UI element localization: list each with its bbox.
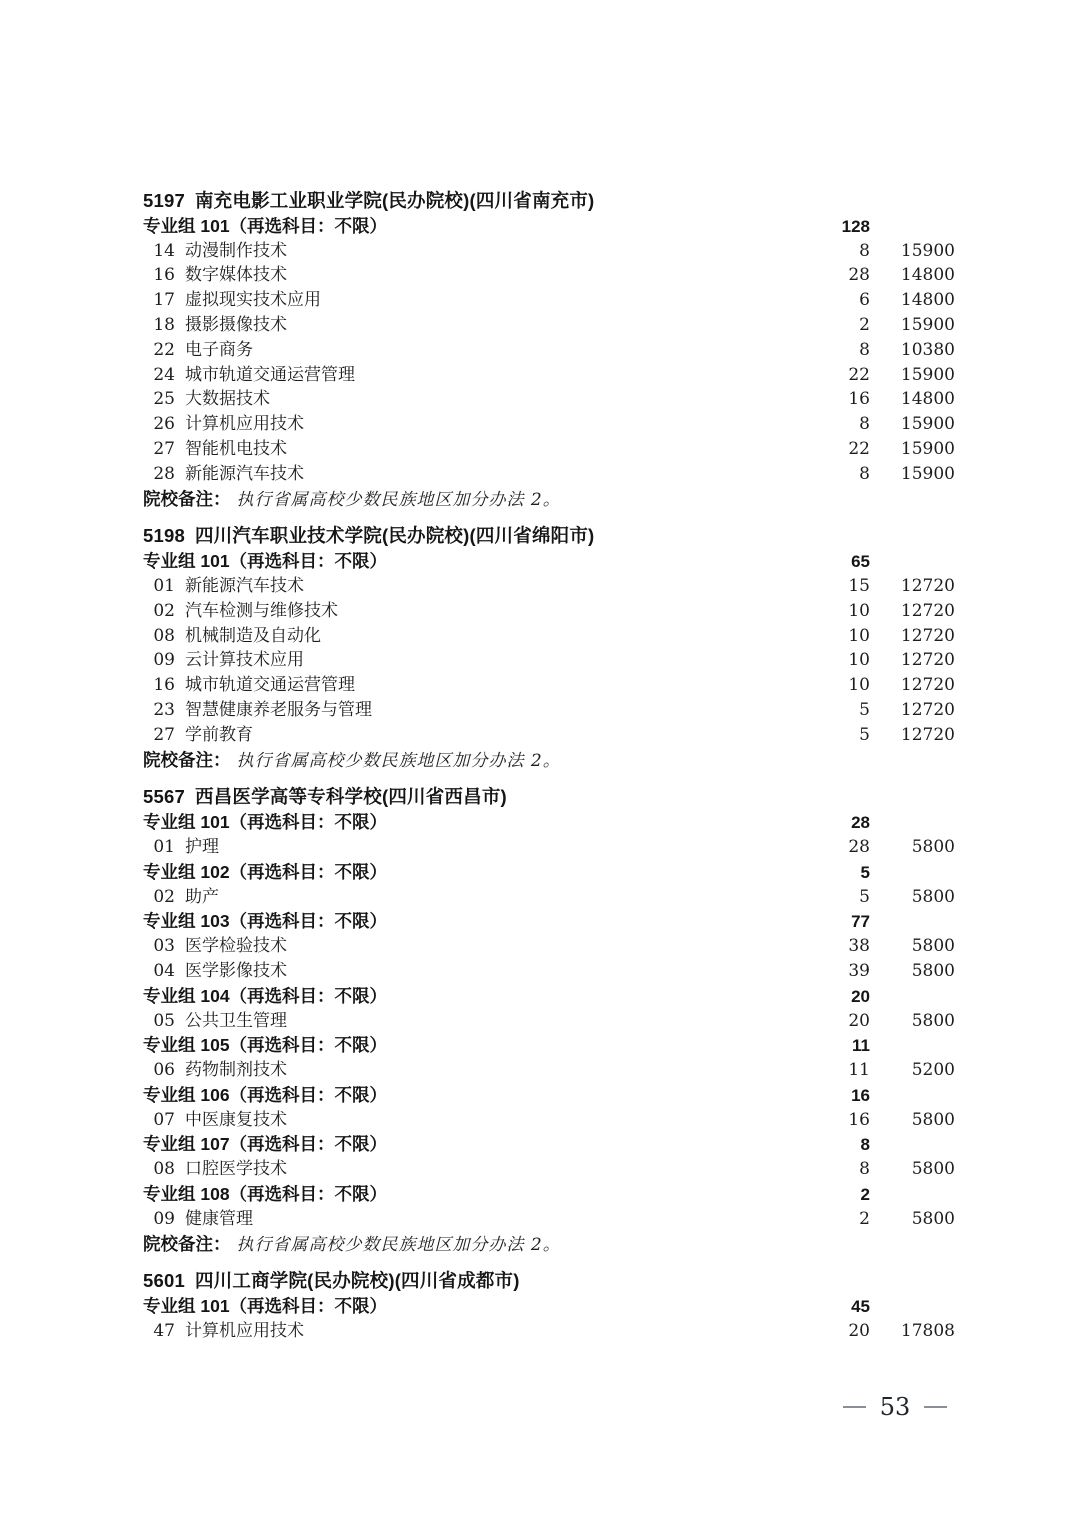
- major-group-label: 专业组 105（再选科目：不限）: [143, 1035, 388, 1056]
- major-name: 新能源汽车技术: [185, 575, 304, 596]
- school-code: 5197: [143, 190, 185, 211]
- major-tuition: 5800: [911, 836, 955, 857]
- major-name: 智慧健康养老服务与管理: [185, 699, 372, 720]
- major-group-label: 专业组 102（再选科目：不限）: [143, 861, 388, 882]
- major-group-label: 专业组 108（再选科目：不限）: [143, 1184, 388, 1205]
- school-name: 四川汽车职业技术学院(民办院校)(四川省绵阳市): [194, 525, 595, 547]
- major-tuition: 12720: [900, 699, 955, 720]
- major-number: 28: [153, 463, 175, 484]
- major-number: 18: [153, 314, 175, 335]
- major-plan-count: 5: [859, 886, 870, 907]
- major-group-label: 专业组 101（再选科目：不限）: [143, 551, 388, 572]
- major-plan-count: 11: [848, 1060, 870, 1081]
- major-number: 27: [153, 438, 175, 459]
- major-name: 口腔医学技术: [185, 1159, 287, 1180]
- school-block: [143, 524, 955, 772]
- remark-text: 执行省属高校少数民族地区加分办法 2。: [236, 750, 561, 771]
- major-name: 助产: [185, 886, 219, 907]
- major-row: [143, 599, 955, 624]
- group-plan-count: 65: [851, 552, 870, 572]
- major-plan-count: 8: [859, 414, 870, 435]
- school-title-row: [143, 1269, 955, 1294]
- group-plan-count: 11: [852, 1036, 870, 1056]
- major-plan-count: 2: [859, 1208, 870, 1229]
- major-tuition: 15900: [900, 463, 955, 484]
- school-block: [143, 189, 955, 511]
- major-tuition: 5800: [911, 936, 955, 957]
- major-group-row: [143, 1033, 955, 1058]
- group-plan-count: 16: [851, 1085, 870, 1105]
- major-name: 医学检验技术: [185, 936, 287, 957]
- school-remark-row: [143, 487, 955, 512]
- major-row: [143, 885, 955, 910]
- major-plan-count: 8: [859, 240, 870, 261]
- major-tuition: 10380: [900, 339, 955, 360]
- major-tuition: 12720: [900, 600, 955, 621]
- major-name: 虚拟现实技术应用: [185, 290, 321, 311]
- major-row: [143, 363, 955, 388]
- school-code: 5198: [143, 525, 185, 547]
- major-row: [143, 288, 955, 313]
- major-tuition: 5800: [911, 1208, 955, 1229]
- group-plan-count: 5: [860, 862, 870, 882]
- major-plan-count: 22: [848, 438, 870, 459]
- major-plan-count: 5: [859, 724, 870, 745]
- major-plan-count: 5: [859, 699, 870, 720]
- group-plan-count: 45: [851, 1297, 870, 1317]
- major-row: [143, 1058, 955, 1083]
- page-footer: [843, 1392, 947, 1422]
- group-plan-count: 28: [851, 813, 870, 833]
- major-number: 02: [153, 886, 175, 907]
- major-number: 08: [153, 1159, 175, 1180]
- major-tuition: 5800: [911, 1109, 955, 1130]
- remark-label: 院校备注：: [143, 488, 231, 509]
- major-number: 07: [153, 1109, 175, 1130]
- major-group-row: [143, 1182, 955, 1207]
- major-row: [143, 1108, 955, 1133]
- major-group-label: 专业组 104（再选科目：不限）: [143, 985, 388, 1006]
- major-name: 城市轨道交通运营管理: [185, 675, 355, 696]
- major-group-row: [143, 860, 955, 885]
- major-tuition: 17808: [900, 1321, 955, 1342]
- major-number: 25: [153, 389, 175, 410]
- major-tuition: 12720: [900, 575, 955, 596]
- major-number: 01: [153, 575, 175, 596]
- major-group-row: [143, 214, 955, 239]
- major-tuition: 14800: [900, 389, 955, 410]
- major-tuition: 5800: [911, 886, 955, 907]
- group-plan-count: 20: [851, 986, 870, 1006]
- major-row: [143, 412, 955, 437]
- major-plan-count: 10: [848, 675, 870, 696]
- major-row: [143, 263, 955, 288]
- school-title-row: [143, 524, 955, 549]
- group-plan-count: 2: [860, 1185, 870, 1205]
- major-row: [143, 338, 955, 363]
- major-tuition: 5200: [911, 1060, 955, 1081]
- major-plan-count: 10: [848, 600, 870, 621]
- major-row: [143, 1009, 955, 1034]
- major-name: 护理: [185, 836, 219, 857]
- major-name: 医学影像技术: [185, 960, 287, 981]
- school-block: [143, 785, 955, 1256]
- major-name: 智能机电技术: [185, 438, 287, 459]
- major-row: [143, 313, 955, 338]
- major-number: 23: [153, 699, 175, 720]
- major-plan-count: 20: [848, 1010, 870, 1031]
- major-name: 摄影摄像技术: [185, 314, 287, 335]
- major-row: [143, 574, 955, 599]
- major-tuition: 5800: [911, 1159, 955, 1180]
- footer-dash-left: [843, 1406, 866, 1408]
- major-row: [143, 723, 955, 748]
- major-number: 26: [153, 414, 175, 435]
- footer-dash-right: [924, 1406, 947, 1408]
- major-group-row: [143, 984, 955, 1009]
- major-tuition: 15900: [900, 414, 955, 435]
- major-group-row: [143, 909, 955, 934]
- major-plan-count: 38: [848, 936, 870, 957]
- major-number: 09: [153, 1208, 175, 1229]
- major-group-row: [143, 810, 955, 835]
- major-tuition: 15900: [900, 314, 955, 335]
- major-name: 数字媒体技术: [185, 265, 287, 286]
- major-plan-count: 20: [848, 1321, 870, 1342]
- major-group-row: [143, 549, 955, 574]
- major-plan-count: 10: [848, 650, 870, 671]
- admission-plan-list: [143, 189, 955, 1344]
- major-group-row: [143, 1083, 955, 1108]
- major-row: [143, 462, 955, 487]
- major-name: 新能源汽车技术: [185, 463, 304, 484]
- major-tuition: 14800: [900, 290, 955, 311]
- school-remark-row: [143, 748, 955, 773]
- major-row: [143, 1207, 955, 1232]
- major-plan-count: 10: [848, 625, 870, 646]
- school-title-row: [143, 785, 955, 810]
- major-tuition: 12720: [900, 625, 955, 646]
- major-number: 09: [153, 650, 175, 671]
- major-number: 47: [153, 1321, 175, 1342]
- major-tuition: 15900: [900, 438, 955, 459]
- major-plan-count: 22: [848, 364, 870, 385]
- major-plan-count: 8: [859, 339, 870, 360]
- major-number: 27: [153, 724, 175, 745]
- major-number: 03: [153, 936, 175, 957]
- major-number: 02: [153, 600, 175, 621]
- major-number: 16: [153, 675, 175, 696]
- major-name: 学前教育: [185, 724, 253, 745]
- remark-text: 执行省属高校少数民族地区加分办法 2。: [236, 1234, 561, 1255]
- school-name: 南充电影工业职业学院(民办院校)(四川省南充市): [194, 190, 595, 211]
- group-plan-count: 8: [860, 1135, 870, 1155]
- major-group-row: [143, 1294, 955, 1319]
- major-row: [143, 698, 955, 723]
- major-plan-count: 2: [859, 314, 870, 335]
- major-tuition: 12720: [900, 724, 955, 745]
- major-tuition: 12720: [900, 675, 955, 696]
- major-number: 16: [153, 265, 175, 286]
- major-tuition: 12720: [900, 650, 955, 671]
- major-name: 健康管理: [185, 1208, 253, 1229]
- major-tuition: 5800: [911, 1010, 955, 1031]
- major-row: [143, 835, 955, 860]
- major-row: [143, 1319, 955, 1344]
- major-row: [143, 959, 955, 984]
- major-tuition: 15900: [900, 240, 955, 261]
- school-name: 四川工商学院(民办院校)(四川省成都市): [194, 1270, 520, 1292]
- major-number: 04: [153, 960, 175, 981]
- major-name: 城市轨道交通运营管理: [185, 364, 355, 385]
- major-name: 动漫制作技术: [185, 240, 287, 261]
- page-number: 53: [879, 1393, 911, 1421]
- major-row: [143, 387, 955, 412]
- major-number: 22: [153, 339, 175, 360]
- major-group-label: 专业组 101（再选科目：不限）: [143, 215, 388, 236]
- major-tuition: 14800: [900, 265, 955, 286]
- major-number: 06: [153, 1060, 175, 1081]
- major-name: 计算机应用技术: [185, 1321, 304, 1342]
- major-row: [143, 624, 955, 649]
- major-name: 公共卫生管理: [185, 1010, 287, 1031]
- major-name: 药物制剂技术: [185, 1060, 287, 1081]
- major-row: [143, 648, 955, 673]
- major-name: 中医康复技术: [185, 1109, 287, 1130]
- major-group-label: 专业组 103（再选科目：不限）: [143, 911, 388, 932]
- remark-label: 院校备注：: [143, 1233, 231, 1254]
- major-plan-count: 39: [848, 960, 870, 981]
- major-row: [143, 934, 955, 959]
- school-code: 5567: [143, 786, 185, 808]
- major-number: 24: [153, 364, 175, 385]
- remark-text: 执行省属高校少数民族地区加分办法 2。: [236, 489, 561, 510]
- school-code: 5601: [143, 1270, 185, 1292]
- major-row: [143, 673, 955, 698]
- group-plan-count: 77: [851, 912, 870, 932]
- major-group-label: 专业组 101（再选科目：不限）: [143, 1296, 388, 1317]
- major-plan-count: 8: [859, 1159, 870, 1180]
- major-row: [143, 1157, 955, 1182]
- school-title-row: [143, 189, 955, 214]
- major-number: 05: [153, 1010, 175, 1031]
- major-plan-count: 16: [848, 389, 870, 410]
- group-plan-count: 128: [841, 216, 870, 236]
- major-number: 14: [153, 240, 175, 261]
- major-group-row: [143, 1132, 955, 1157]
- major-plan-count: 16: [848, 1109, 870, 1130]
- major-tuition: 15900: [900, 364, 955, 385]
- major-row: [143, 437, 955, 462]
- major-plan-count: 28: [848, 265, 870, 286]
- school-block: [143, 1269, 955, 1343]
- major-name: 机械制造及自动化: [185, 625, 321, 646]
- major-group-label: 专业组 101（再选科目：不限）: [143, 812, 388, 833]
- major-name: 计算机应用技术: [185, 414, 304, 435]
- major-name: 大数据技术: [185, 389, 270, 410]
- major-number: 01: [153, 836, 175, 857]
- major-row: [143, 239, 955, 264]
- major-number: 08: [153, 625, 175, 646]
- major-plan-count: 28: [848, 836, 870, 857]
- major-plan-count: 8: [859, 463, 870, 484]
- school-name: 西昌医学高等专科学校(四川省西昌市): [194, 786, 507, 808]
- major-group-label: 专业组 107（再选科目：不限）: [143, 1134, 388, 1155]
- school-remark-row: [143, 1232, 955, 1257]
- major-tuition: 5800: [911, 960, 955, 981]
- major-name: 云计算技术应用: [185, 650, 304, 671]
- major-plan-count: 6: [859, 290, 870, 311]
- major-name: 汽车检测与维修技术: [185, 600, 338, 621]
- major-number: 17: [153, 290, 175, 311]
- remark-label: 院校备注：: [143, 749, 231, 770]
- major-plan-count: 15: [848, 575, 870, 596]
- major-group-label: 专业组 106（再选科目：不限）: [143, 1084, 388, 1105]
- major-name: 电子商务: [185, 339, 253, 360]
